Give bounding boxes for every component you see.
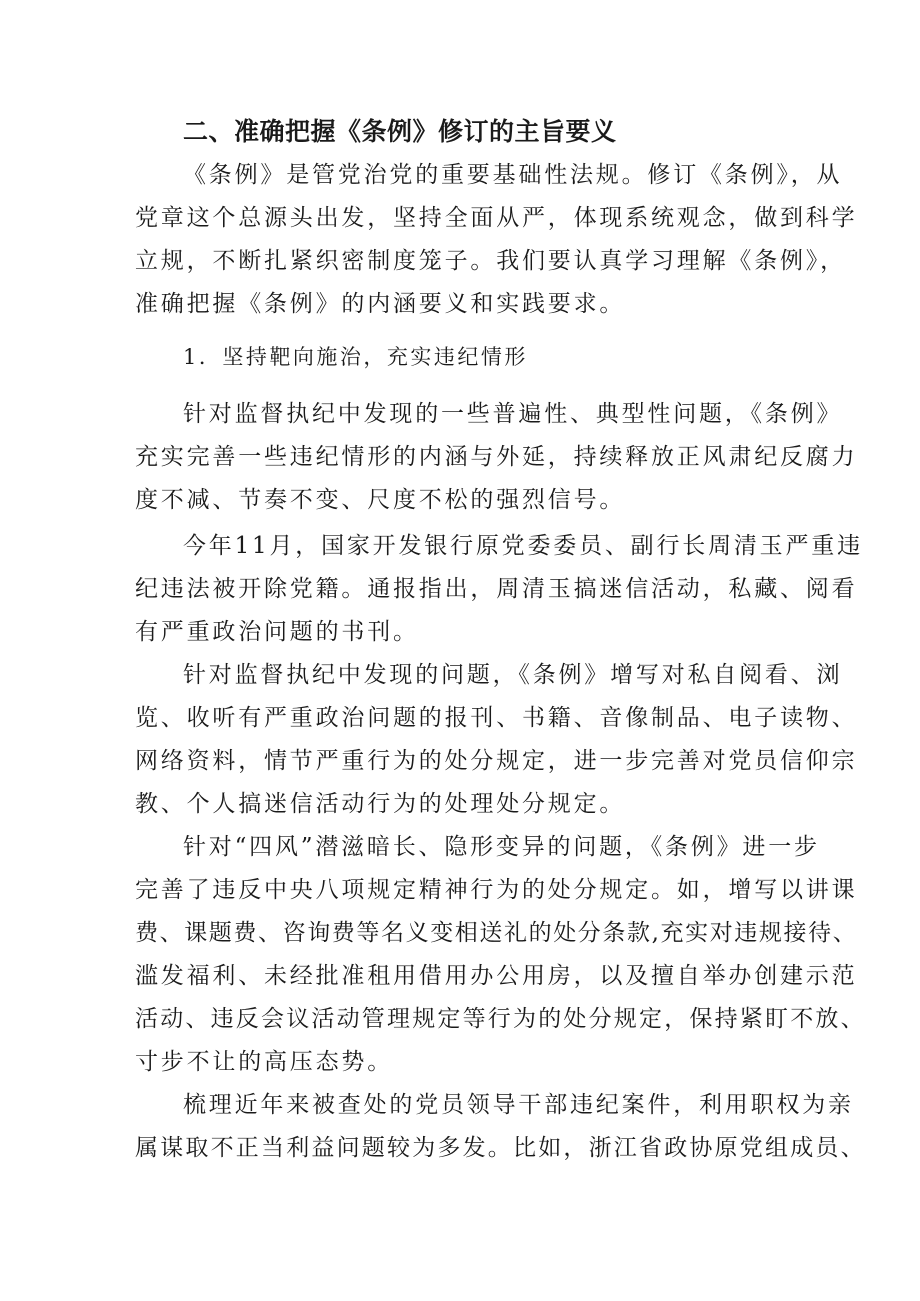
paragraph-line: 针对监督执纪中发现的问题，《条例》增写对私自阅看、浏 xyxy=(183,662,843,688)
section-heading: 二、准确把握《条例》修订的主旨要义 xyxy=(183,117,617,146)
paragraph-line: 纪违法被开除党籍。通报指出，周清玉搞迷信活动，私藏、阅看 xyxy=(135,576,858,602)
paragraph-line: 活动、违反会议活动管理规定等行为的处分规定，保持紧盯不放、 xyxy=(135,1006,866,1032)
paragraph-line: 览、收听有严重政治问题的报刊、书籍、音像制品、电子读物、 xyxy=(135,705,858,731)
paragraph-line: 《条例》是管党治党的重要基础性法规。修订《条例》，从 xyxy=(183,162,843,188)
paragraph-line: 立规，不断扎紧织密制度笼子。我们要认真学习理解《条例》， xyxy=(135,248,846,274)
paragraph-line: 针对“四风”潜滋暗长、隐形变异的问题，《条例》进一步 xyxy=(183,834,820,860)
paragraph-line: 度不减、节奏不变、尺度不松的强烈信号。 xyxy=(135,487,626,513)
paragraph-line: 网络资料，情节严重行为的处分规定，进一步完善对党员信仰宗 xyxy=(135,748,858,774)
paragraph-line: 寸步不让的高压态势。 xyxy=(135,1049,393,1075)
paragraph-line: 教、个人搞迷信活动行为的处理处分规定。 xyxy=(135,791,626,817)
paragraph-line: 完善了违反中央八项规定精神行为的处分规定。如，增写以讲课 xyxy=(135,877,858,903)
paragraph-line: 针对监督执纪中发现的一些普遍性、典型性问题，《条例》 xyxy=(183,401,843,427)
subsection-heading: 1．坚持靶向施治，充实违纪情形 xyxy=(183,345,528,369)
paragraph-line: 费、课题费、咨询费等名义变相送礼的处分条款,充实对违规接待、 xyxy=(135,920,858,946)
paragraph-line: 滥发福利、未经批准租用借用办公用房，以及擅自举办创建示范 xyxy=(135,963,858,989)
paragraph-line: 党章这个总源头出发，坚持全面从严，体现系统观念，做到科学 xyxy=(135,205,858,231)
paragraph-line: 准确把握《条例》的内涵要义和实践要求。 xyxy=(135,291,626,317)
paragraph-line: 今年11月，国家开发银行原党委委员、副行长周清玉严重违 xyxy=(183,533,863,559)
paragraph-line: 梳理近年来被查处的党员领导干部违纪案件，利用职权为亲 xyxy=(183,1092,854,1118)
paragraph-line: 属谋取不正当利益问题较为多发。比如，浙江省政协原党组成员、 xyxy=(135,1135,866,1161)
paragraph-line: 有严重政治问题的书刊。 xyxy=(135,619,419,645)
paragraph-line: 充实完善一些违纪情形的内涵与外延，持续释放正风肃纪反腐力 xyxy=(135,444,858,470)
